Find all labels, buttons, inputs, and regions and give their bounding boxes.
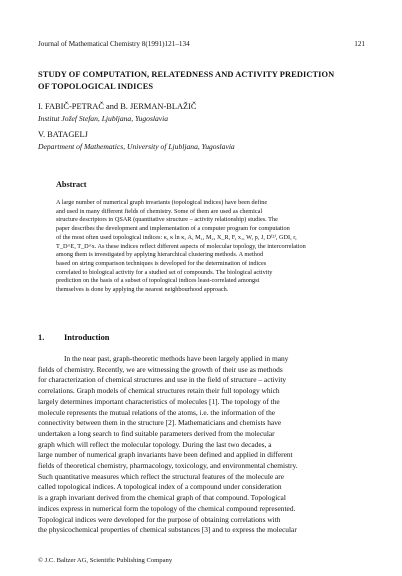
abstract-heading: Abstract bbox=[56, 180, 87, 189]
author-affiliation: Department of Mathematics, University of Ljubljana, Yugoslavia bbox=[38, 142, 235, 151]
body-text bbox=[38, 354, 368, 536]
body-line: Such quantitative measures which reflect the structural features of the molecule are bbox=[38, 471, 285, 481]
page-number: 121 bbox=[354, 40, 365, 48]
abstract-line: T_D^E, T_D^x. As these indices reflect different aspects of molecular topology, the intercorrelation bbox=[56, 242, 306, 250]
abstract-line: themselves is done by applying the nearest neighbourhood approach. bbox=[56, 286, 229, 294]
body-line: indices express in numerical form the topology of the chemical compound represented. bbox=[38, 503, 296, 513]
body-line: In the near past, graph-theoretic methods have been largely applied in many bbox=[64, 354, 289, 363]
running-head bbox=[38, 40, 365, 48]
author-names: I. FABIČ-PETRAČ and B. JERMAN-BLAŽIČ bbox=[38, 102, 197, 111]
author-names: V. BATAGELJ bbox=[38, 130, 88, 139]
title-line: OF TOPOLOGICAL INDICES bbox=[38, 81, 154, 91]
abstract-line: structure descriptors in QSAR (quantitative structure – activity relationship) studies. The bbox=[56, 216, 278, 224]
abstract-line: based on string comparison techniques is developed for the determination of indices bbox=[56, 259, 267, 267]
body-line: undertaken a long search to find suitable parameters derived from the molecular bbox=[38, 428, 275, 438]
body-line: fields of theoretical chemistry, pharmacology, toxicology, and environmental chemistry. bbox=[38, 461, 298, 471]
abstract-line: among them is investigated by applying hierarchical clustering methods. A method bbox=[56, 251, 264, 259]
journal-citation: Journal of Mathematical Chemistry 8(1991)121–134 bbox=[38, 40, 190, 48]
body-line: connectivity between them in the structure [2]. Mathematicians and chemists have bbox=[38, 418, 282, 428]
body-line: is a graph invariant derived from the chemical graph of that compound. Topological bbox=[38, 493, 286, 503]
copyright-footer: © J.C. Baltzer AG, Scientific Publishing Company bbox=[38, 557, 173, 564]
body-line: Topological indices were developed for the purpose of obtaining correlations with bbox=[38, 514, 281, 524]
body-line: molecule represents the mutual relations of the atoms, i.e. the information of the bbox=[38, 407, 276, 417]
abstract-line: correlated to biological activity for a studied set of compounds. The biological activity bbox=[56, 268, 273, 276]
body-line: graph which will reflect the molecular topology. During the last two decades, a bbox=[38, 439, 272, 449]
abstract-line: A large number of numerical graph invariants (topological indices) have been define bbox=[56, 199, 268, 206]
article-title bbox=[38, 69, 368, 92]
abstract-line: of the most often used topological indices: κ, κ ln κ, A, M₁, M₂, X_R, F, x₁, W, p, J, D⁽²⁾, GDI, r, bbox=[56, 233, 297, 241]
body-line: for characterization of chemical structures and use in the field of structure – activity bbox=[38, 375, 287, 385]
section-title: Introduction bbox=[64, 333, 110, 342]
body-line: the physicochemical properties of chemical substances [3] and to express the molecular bbox=[38, 525, 297, 535]
body-line: large number of numerical graph invariants have been defined and applied in different bbox=[38, 450, 293, 460]
abstract-line: prediction on the basis of a subset of topological indices least-correlated amongst bbox=[56, 277, 260, 285]
abstract-line: paper describes the development and implementation of a computer program for computation bbox=[56, 225, 290, 233]
body-line: called topological indices. A topological index of a compound under consideration bbox=[38, 482, 282, 492]
section-number: 1. bbox=[38, 333, 45, 342]
body-line: correlations. Graph models of chemical structures retain their full topology which bbox=[38, 386, 280, 396]
author-affiliation: Institut Jožef Stefan, Ljubljana, Yugoslavia bbox=[38, 114, 169, 123]
section-heading bbox=[38, 333, 109, 342]
abstract-line: and used in many different fields of chemistry. Some of them are used as chemical bbox=[56, 207, 263, 215]
abstract-text bbox=[56, 199, 348, 295]
title-line: STUDY OF COMPUTATION, RELATEDNESS AND ACTIVITY PREDICTION bbox=[38, 70, 335, 79]
body-line: largely determines important characteristics of molecules [1]. The topology of the bbox=[38, 396, 280, 406]
body-line: fields of chemistry. Recently, we are witnessing the growth of their use as methods bbox=[38, 364, 283, 374]
